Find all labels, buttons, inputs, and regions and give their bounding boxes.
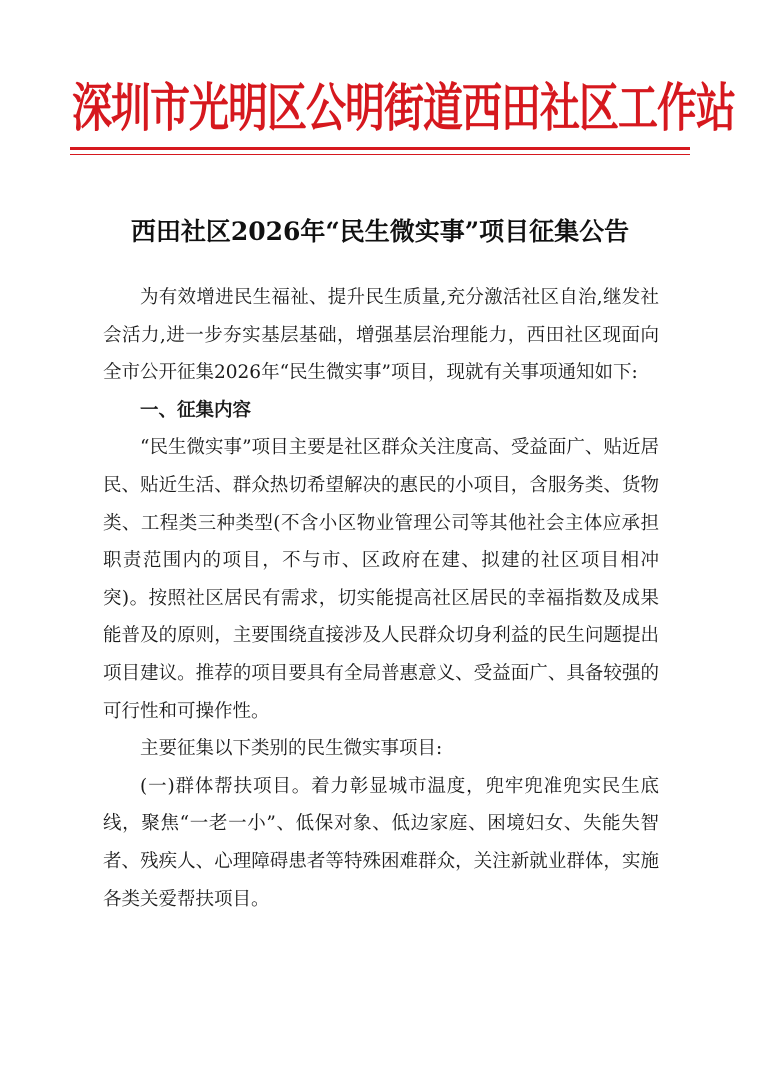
- header-rule-thick: [70, 147, 690, 150]
- document-title: 西田社区2026年“民生微实事”项目征集公告: [130, 217, 630, 246]
- org-header-title: 深圳市光明区公明街道西田社区工作站: [72, 79, 735, 139]
- document-body: [103, 279, 659, 918]
- category-intro-paragraph: 主要征集以下类别的民生微实事项目:: [140, 738, 443, 760]
- content-paragraph: “民生微实事”项目主要是社区群众关注度高、受益面广、贴近居民、贴近生活、群众热切希望解决的惠民的小项目，含服务类、货物类、工程类三种类型(不含小区物业管理公司等其他社会主体应承担职责范围内的项目，不与市、区政府在建、拟建的社区项目相冲突)。按照社区居民有需求，切实能提高社区居民的幸福指数及成果能普及的原则，主要围绕直接涉及人民群众切身利益的民生问题提出项目建议。推荐的项目要具有全局普惠意义、受益面广、具备较强的可行性和可操作性。: [103, 437, 659, 722]
- header-rule-thin: [70, 154, 690, 155]
- category-one-paragraph: (一)群体帮扶项目。着力彰显城市温度，兜牢兜准兜实民生底线，聚焦“一老一小”、低保对象、低边家庭、困境妇女、失能失智者、残疾人、心理障碍患者等特殊困难群众，关注新就业群体，实施各类关爱帮扶项目。: [103, 775, 659, 910]
- section-heading: 一、征集内容: [140, 399, 252, 421]
- intro-paragraph: 为有效增进民生福祉、提升民生质量,充分激活社区自治,继发社会活力,进一步夯实基层基础，增强基层治理能力，西田社区现面向全市公开征集2026年“民生微实事”项目，现就有关事项通知如下:: [103, 287, 659, 384]
